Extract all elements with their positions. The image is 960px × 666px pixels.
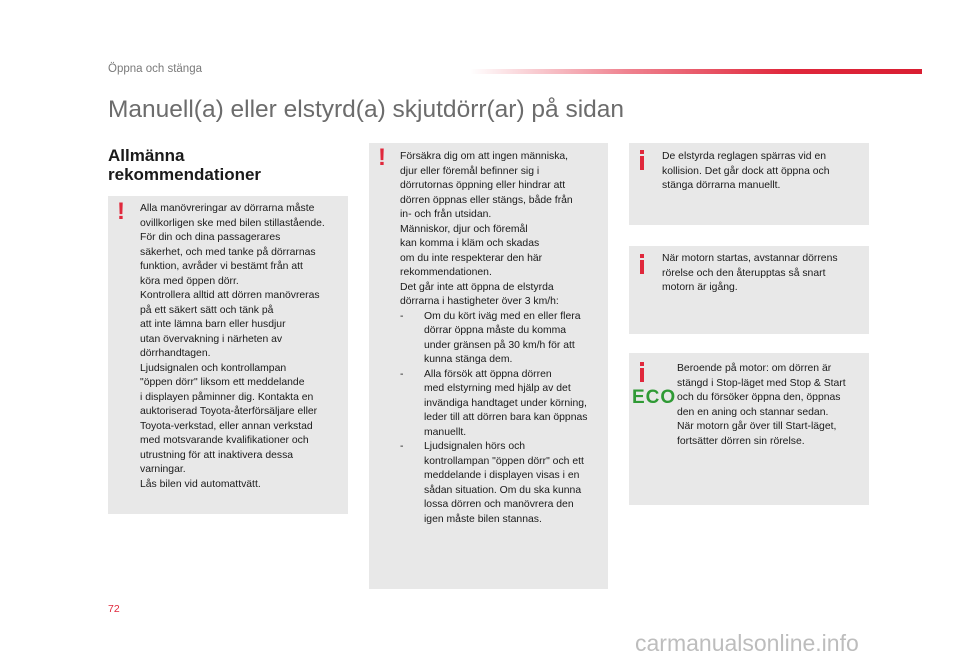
text-line: igen måste bilen stannas. xyxy=(424,513,542,525)
text-line: Det går inte att öppna de elstyrda xyxy=(400,281,554,293)
text-line: meddelande i displayen visas i en xyxy=(424,470,580,481)
general-heading-line: rekommendationer xyxy=(108,165,262,184)
text-line: utan övervakning i närheten av xyxy=(140,333,283,345)
text-line: i displayen påminner dig. Kontakta en xyxy=(140,391,314,403)
info-text-engine-start xyxy=(662,252,867,296)
general-warning-text xyxy=(140,202,345,492)
page-number: 72 xyxy=(108,603,120,615)
page-title: Manuell(a) eller elstyrd(a) skjutdörr(ar) på sidan xyxy=(108,96,625,123)
text-line: Ljudsignalen och kontrollampan xyxy=(140,362,287,374)
list-item xyxy=(400,440,605,527)
text-line: motorn är igång. xyxy=(662,282,738,293)
text-line: Kontrollera alltid att dörren manövreras xyxy=(140,290,320,301)
info-text-collision xyxy=(662,150,867,194)
text-line: dörren öppnas eller stängs, både från xyxy=(400,194,573,206)
text-line: sådan situation. Om du ska kunna xyxy=(424,484,582,496)
text-line: För din och dina passagerares xyxy=(140,232,281,243)
safety-warning-text xyxy=(400,150,605,527)
text-line: med motsvarande kvalifikationer och xyxy=(140,435,309,446)
text-line: När motorn går över till Start-läget, xyxy=(677,421,837,432)
info-icon xyxy=(638,150,646,170)
text-line: När motorn startas, avstannar dörrens xyxy=(662,253,838,264)
text-line: in- och från utsidan. xyxy=(400,209,492,220)
section-header: Öppna och stänga xyxy=(108,63,202,75)
text-line: fortsätter dörren sin rörelse. xyxy=(677,435,805,447)
text-line: dörrarna i hastigheter över 3 km/h: xyxy=(400,296,559,307)
text-line: Ljudsignalen hörs och xyxy=(424,441,526,452)
text-line: att inte lämna barn eller husdjur xyxy=(140,319,286,330)
header-rule xyxy=(470,69,922,74)
text-line: dörrutornas öppning eller hindrar att xyxy=(400,180,566,191)
text-line: Toyota-verkstad, eller annan verkstad xyxy=(140,420,313,432)
info-text-stop-start xyxy=(677,362,869,449)
exclamation-icon: ! xyxy=(117,198,125,225)
text-line: stänga dörrarna manuellt. xyxy=(662,180,781,191)
text-line: Om du kört iväg med en eller flera xyxy=(424,310,581,322)
text-line: "öppen dörr" liksom ett meddelande xyxy=(140,377,305,388)
text-line: Försäkra dig om att ingen människa, xyxy=(400,151,569,162)
text-line: Alla försök att öppna dörren xyxy=(424,368,552,380)
text-line: rekommendationen. xyxy=(400,267,492,278)
list-dash: - xyxy=(400,368,404,380)
text-line: ovillkorligen ske med bilen stillastående. xyxy=(140,217,325,229)
text-line: lossa dörren och manövrera den xyxy=(424,499,574,510)
text-line: kan komma i kläm och skadas xyxy=(400,238,540,249)
text-line: den en aning och stannar sedan. xyxy=(677,406,829,418)
eco-icon: ECO xyxy=(632,387,677,408)
text-line: funktion, avråder vi bestämt från att xyxy=(140,261,303,272)
list-dash: - xyxy=(400,310,404,322)
text-line: dörrar öppna måste du komma xyxy=(424,325,567,336)
text-line: djur eller föremål befinner sig i xyxy=(400,165,540,177)
text-line: Människor, djur och föremål xyxy=(400,223,528,235)
text-line: Lås bilen vid automattvätt. xyxy=(140,478,261,490)
list-item xyxy=(400,368,605,441)
text-line: Alla manövreringar av dörrarna måste xyxy=(140,203,315,214)
text-line: manuellt. xyxy=(424,426,467,438)
text-line: stängd i Stop-läget med Stop & Start xyxy=(677,377,846,389)
exclamation-icon: ! xyxy=(378,144,386,171)
text-line: De elstyrda reglagen spärras vid en xyxy=(662,151,827,162)
text-line: kunna stänga dem. xyxy=(424,354,513,365)
text-line: på ett säkert sätt och tänk på xyxy=(140,304,274,316)
text-line: under gränsen på 30 km/h för att xyxy=(424,339,575,351)
text-line: rörelse och den återupptas så snart xyxy=(662,267,826,279)
text-line: med elstyrning med hjälp av det xyxy=(424,383,571,394)
list-item xyxy=(400,310,605,368)
text-line: auktoriserad Toyota-återförsäljare eller xyxy=(140,406,318,417)
info-icon xyxy=(638,362,646,382)
text-line: invändiga handtaget under körning, xyxy=(424,397,587,409)
general-heading xyxy=(108,146,261,184)
watermark: carmanualsonline.info xyxy=(635,630,859,656)
text-line: och du försöker öppna den, öppnas xyxy=(677,392,841,403)
text-line: om du inte respekterar den här xyxy=(400,252,543,264)
text-line: säkerhet, och med tanke på dörrarnas xyxy=(140,246,316,258)
text-line: varningar. xyxy=(140,464,186,475)
text-line: kollision. Det går dock att öppna och xyxy=(662,165,830,177)
text-line: kontrollampan "öppen dörr" och ett xyxy=(424,455,584,467)
text-line: köra med öppen dörr. xyxy=(140,275,239,287)
text-line: dörrhandtagen. xyxy=(140,348,211,359)
info-icon xyxy=(638,254,646,274)
text-line: Beroende på motor: om dörren är xyxy=(677,363,832,374)
general-heading-line: Allmänna xyxy=(108,146,185,165)
text-line: utrustning för att inaktivera dessa xyxy=(140,449,294,461)
list-dash: - xyxy=(400,441,404,452)
text-line: leder till att dörren bara kan öppnas xyxy=(424,412,588,423)
